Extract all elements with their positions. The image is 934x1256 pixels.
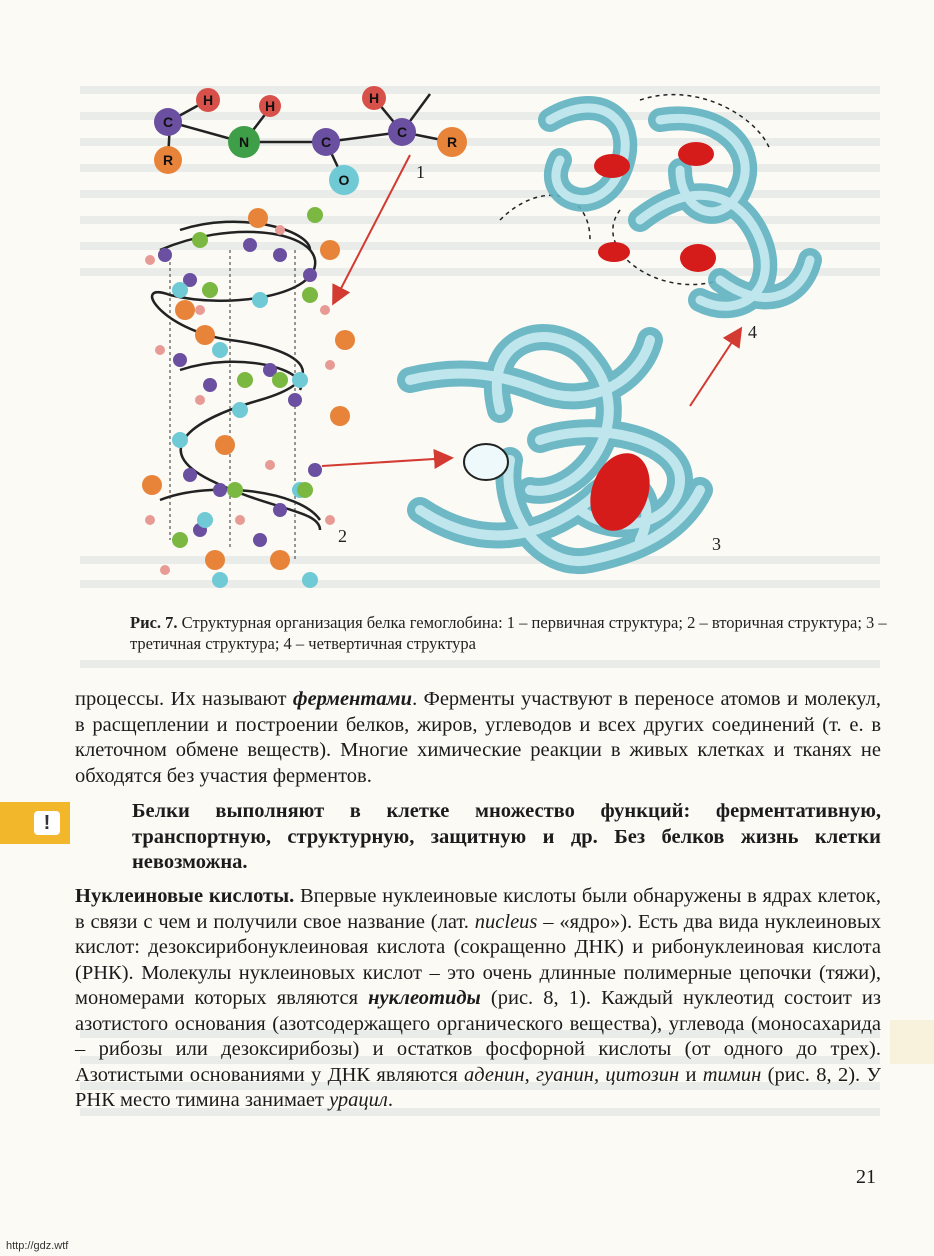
text-span: , (524, 1063, 537, 1086)
term-adenine: аденин (464, 1063, 525, 1086)
atom-c-label: C (396, 124, 408, 140)
atom-n-label: N (238, 134, 250, 150)
term-enzymes: ферментами (292, 688, 413, 710)
secondary-structure (142, 207, 355, 588)
label-4: 4 (748, 322, 757, 342)
hemoglobin-structure-figure (120, 80, 900, 620)
text-span: (рис. 8, 1). Каждый нуклеотид состоит из азотистого основания (азотсодержащего органического вещества), углевода (моносахарида – рибозы или дезоксирибозы) и остатков фосфорной кислоты (от одного до трех). Азотистыми основаниями у ДНК являются (75, 987, 882, 1086)
text-span: , (593, 1063, 606, 1086)
term-uracil: урацил (329, 1089, 388, 1111)
atom-c-label: C (320, 134, 332, 150)
atom-r-label: R (162, 152, 174, 168)
caption-text: Структурная организация белка гемоглобина: 1 – первичная структура; 2 – вторичная структура; 3 – третичная структура; 4 – четвертичная структура (130, 613, 887, 653)
term-guanine: гуанин (536, 1063, 594, 1086)
atom-o-label: O (338, 172, 350, 188)
label-1: 1 (416, 162, 425, 182)
text-span: процессы. Их называют (75, 688, 293, 710)
caption-label: Рис. 7. (130, 613, 178, 632)
text-span: (рис. 8, 2). У РНК место тимина занимает (75, 1063, 881, 1111)
atom-h-label: H (202, 92, 214, 108)
important-marker (0, 802, 70, 844)
latin-term: nucleus (474, 910, 538, 933)
paragraph-nucleic-acids (75, 884, 881, 1114)
text-span: и (679, 1063, 703, 1086)
atom-r-label: R (446, 134, 458, 150)
page-number: 21 (856, 1166, 876, 1188)
text-span: . Ферменты участвуют в переносе атомов и молекул, в расщеплении и построении белков, жиров, углеводов и всех других соединений (т. е. в клеточном обмене веществ). Многие химические реакции в живых клетках и тканях не обходятся без участия ферментов. (75, 688, 881, 787)
quaternary-structure (500, 95, 810, 342)
atom-h-label: H (368, 90, 380, 106)
term-cytosine: цитозин (605, 1063, 680, 1086)
source-url: http://gdz.wtf (6, 1240, 69, 1252)
label-3: 3 (712, 534, 721, 554)
primary-structure (154, 86, 467, 195)
text-span: Впервые нуклеиновые кислоты были обнаружены в ядрах клеток, в связи с чем и получили свое название (лат. (75, 885, 881, 933)
atom-c-label: C (162, 114, 174, 130)
atom-h-label: H (264, 98, 276, 114)
term-thymine: тимин (702, 1063, 762, 1086)
term-nucleotides: нуклеотиды (368, 987, 481, 1009)
label-2: 2 (338, 526, 347, 546)
tertiary-structure (410, 337, 721, 561)
section-heading: Нуклеиновые кислоты. (75, 885, 295, 907)
text-span: – «ядро»). Есть два вида нуклеиновых кислот: дезоксирибонуклеиновая кислота (сокращенно ДНК) и рибонуклеиновая кислота (РНК). Молекулы нуклеиновых кислот – это очень длинные полимерные цепочки (тяжи), мономерами которых являются (75, 910, 881, 1009)
exclamation-icon: ! (34, 811, 60, 835)
paragraph-protein-functions: Белки выполняют в клетке множество функций: ферментативную, транспортную, структурную, защитную и др. Без белков жизнь клетки невозможна. (132, 800, 881, 873)
figure-caption (130, 612, 890, 654)
paragraph-enzymes (75, 687, 881, 789)
text-span: . (387, 1089, 393, 1111)
